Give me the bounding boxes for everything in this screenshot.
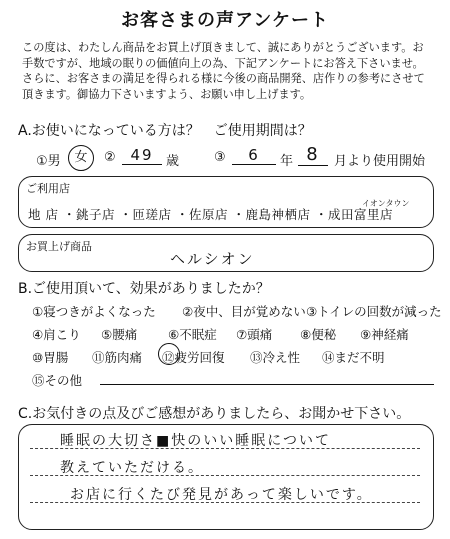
store-item[interactable]: ・佐原店 xyxy=(175,207,228,222)
product-label: お買上げ商品 xyxy=(26,240,92,253)
store-item[interactable]: ・鹿島神栖店 xyxy=(232,207,311,222)
store-item[interactable]: ・匝瑳店 xyxy=(119,207,172,222)
effect-option[interactable]: ⑭まだ不明 xyxy=(322,350,385,365)
comment-text-line: 睡眠の大切さ■快のいい睡眠について xyxy=(60,433,331,449)
gender-female-label: 女 xyxy=(74,150,88,165)
month-value[interactable]: 8 xyxy=(298,144,328,166)
effect-option[interactable]: ③トイレの回数が減った xyxy=(306,304,442,319)
effect-option[interactable]: ⑪筋肉痛 xyxy=(92,350,143,365)
intro-text: この度は、わたしん商品をお買上げ頂きまして、誠にありがとうございます。お手数ですが、地域の眠りの価値向上の為、下記アンケートにお答え下さいませ。さらに、お客さまの満足を得られる様に今後の商品開発、店作りの参考にさせて頂きます。御協力下さいますよう、お願い申し上げます。 xyxy=(22,41,425,101)
effect-option[interactable]: ⑬冷え性 xyxy=(250,350,301,365)
product-value[interactable]: ヘルシオン xyxy=(170,250,255,268)
store-label: ご利用店 xyxy=(26,182,70,195)
effect-option-selected[interactable]: ⑫疲労回復 xyxy=(162,350,225,365)
effect-option[interactable]: ⑩胃腸 xyxy=(32,350,69,365)
store-item[interactable]: 地 店 xyxy=(28,207,59,222)
page-title: お客さまの声アンケート xyxy=(121,10,329,31)
effect-option[interactable]: ⑨神経痛 xyxy=(360,327,409,342)
effect-option[interactable]: ⑧便秘 xyxy=(300,327,337,342)
gender-female-option[interactable] xyxy=(68,145,94,171)
year-unit: 年 xyxy=(280,154,294,169)
section-c-heading: C.お気付きの点及びご感想がありましたら、お聞かせ下さい。 xyxy=(18,406,411,422)
period-prefix: ③ xyxy=(214,150,226,165)
month-suffix: 月より使用開始 xyxy=(334,154,426,169)
section-b-heading: B.ご使用頂いて、効果がありましたか？ xyxy=(18,281,270,297)
other-line[interactable] xyxy=(100,384,434,385)
comment-text-line: お店に行くたび発見があって楽しいです。 xyxy=(70,487,373,503)
gender-male-label: ①男 xyxy=(36,154,61,169)
effect-option[interactable]: ⑥不眠症 xyxy=(168,327,217,342)
store-item[interactable]: ・成田富里店 xyxy=(314,207,393,222)
year-value[interactable]: 6 xyxy=(232,146,276,165)
effect-option[interactable]: ④肩こり xyxy=(32,327,81,342)
store-item[interactable]: ・銚子店 xyxy=(62,207,115,222)
effect-option[interactable]: ⑤腰痛 xyxy=(101,327,138,342)
store-list xyxy=(28,205,393,223)
effect-option[interactable]: ②夜中、目が覚めない xyxy=(182,304,306,319)
effect-option[interactable]: ①寝つきがよくなった xyxy=(32,304,156,319)
effect-option[interactable]: ⑦頭痛 xyxy=(236,327,273,342)
store-small-note: イオンタウン xyxy=(362,199,410,208)
section-a-heading: A.お使いになっている方は？ ご使用期間は？ xyxy=(18,123,312,139)
age-value[interactable]: 49 xyxy=(122,146,162,165)
age-unit: 歳 xyxy=(166,154,180,169)
comment-text-line: 教えていただける。 xyxy=(60,460,204,476)
age-prefix: ② xyxy=(104,150,116,165)
effect-option[interactable]: ⑮その他 xyxy=(32,373,83,388)
